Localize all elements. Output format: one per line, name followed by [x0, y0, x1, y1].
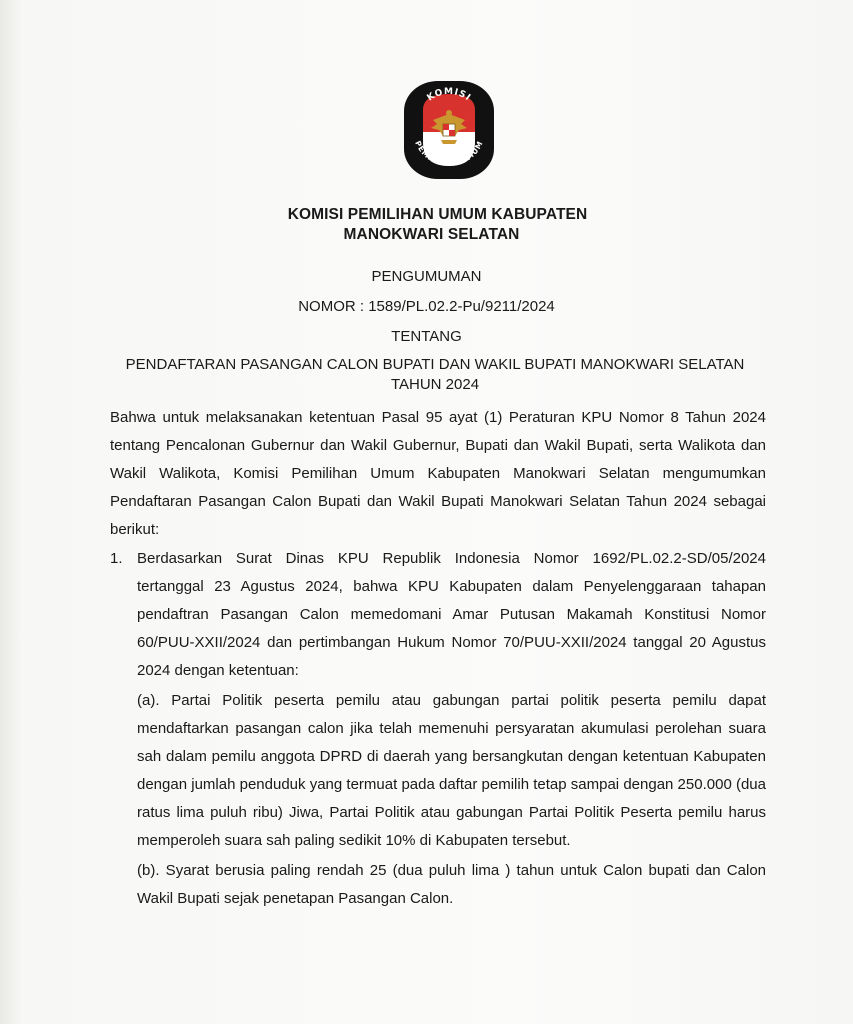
- sub-item-b: (b). Syarat berusia paling rendah 25 (dua puluh lima ) tahun untuk Calon bupati dan Calon Wakil Bupati sejak penetapan Pasangan Calon.: [137, 862, 766, 907]
- intro-paragraph: Bahwa untuk melaksanakan ketentuan Pasal 95 ayat (1) Peraturan KPU Nomor 8 Tahun 2024 tentang Pencalonan Gubernur dan Wakil Gubernur, Bupati dan Wakil Bupati, serta Walikota dan Wakil Walikota, Komisi Pemilihan Umum Kabupaten Manokwari Selatan mengumumkan Pendaftaran Pasangan Calon Bupati dan Wakil Bupati Manokwari Selatan Tahun 2024 sebagai berikut:: [110, 409, 766, 538]
- list-item: [110, 545, 766, 913]
- logo-top-text: KOMISI: [425, 86, 473, 104]
- announcement-label: PENGUMUMAN: [371, 268, 482, 285]
- logo-bottom-text: PEMILIHAN UMUM: [413, 139, 485, 169]
- org-line-2: MANOKWARI SELATAN: [343, 226, 520, 243]
- list-item-number: 1.: [110, 550, 123, 567]
- announcement-number: NOMOR : 1589/PL.02.2-Pu/9211/2024: [298, 298, 555, 315]
- sub-item-a: (a). Partai Politik peserta pemilu atau gabungan partai politik peserta pemilu dapat mendaftarkan pasangan calon jika telah memenuhi persyaratan akumulasi perolehan suara sah dalam pemilu anggota DPRD di daerah yang bersangkutan dengan ketentuan Kabupaten dengan jumlah penduduk yang termuat pada daftar pemilih tetap sampai dengan 250.000 (dua ratus lima puluh ribu) Jiwa, Partai Politik atau gabungan Partai Politik Peserta pemilu harus memperoleh suara sah paling sedikit 10% di Kabupaten tersebut.: [137, 692, 766, 849]
- kpu-logo: [403, 80, 495, 180]
- org-heading: [0, 205, 853, 245]
- list-item-text: Berdasarkan Surat Dinas KPU Republik Indonesia Nomor 1692/PL.02.2-SD/05/2024 tertanggal 23 Agustus 2024, bahwa KPU Kabupaten dalam Penyelenggaraan tahapan pendaftran Pasangan Calon memedomani Amar Putusan Makamah Konstitusi Nomor 60/PUU-XXII/2024 dan pertimbangan Hukum Nomor 70/PUU-XXII/2024 tanggal 20 Agustus 2024 dengan ketentuan:: [137, 550, 766, 679]
- announcement-title: PENDAFTARAN PASANGAN CALON BUPATI DAN WAKIL BUPATI MANOKWARI SELATAN TAHUN 2024: [125, 356, 745, 393]
- org-line-1: KOMISI PEMILIHAN UMUM KABUPATEN: [287, 206, 588, 223]
- announcement-about: TENTANG: [391, 328, 462, 345]
